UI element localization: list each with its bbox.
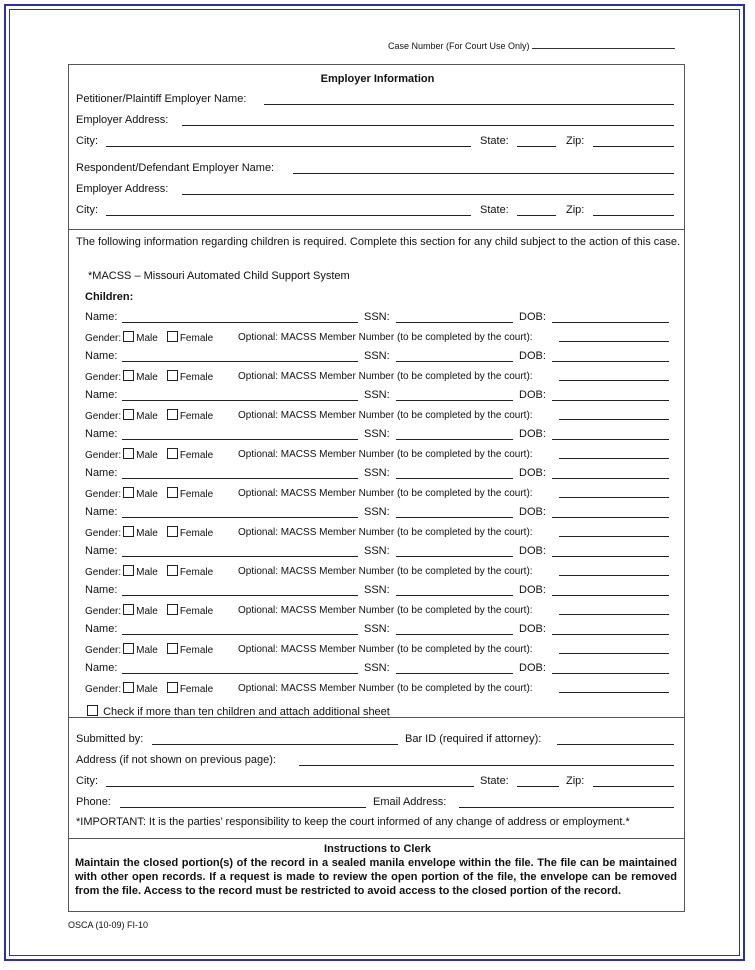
child-name-label: Name: — [85, 428, 118, 440]
female-checkbox[interactable] — [167, 331, 178, 342]
child-gender-row — [85, 565, 213, 579]
child-dob-label: DOB: — [519, 506, 546, 518]
macss-label: Optional: MACSS Member Number (to be completed by the court): — [238, 527, 533, 538]
child-name-label: Name: — [85, 584, 118, 596]
macss-label: Optional: MACSS Member Number (to be completed by the court): — [238, 332, 533, 343]
child-gender-row — [85, 331, 213, 345]
child-ssn-label: SSN: — [364, 389, 390, 401]
macss-label: Optional: MACSS Member Number (to be completed by the court): — [238, 371, 533, 382]
child-gender-row — [85, 682, 213, 696]
petitioner-zip-field[interactable] — [593, 146, 674, 147]
female-label: Female — [179, 489, 214, 500]
case-number-field — [388, 39, 675, 51]
gender-label: Gender: — [85, 450, 122, 461]
child-ssn-label: SSN: — [364, 350, 390, 362]
child-dob-label: DOB: — [519, 389, 546, 401]
male-label: Male — [136, 567, 158, 578]
submitter-city-label: City: — [76, 775, 98, 787]
bar-id-label: Bar ID (required if attorney): — [405, 733, 542, 745]
state-label: State: — [480, 204, 509, 216]
child-dob-label: DOB: — [519, 623, 546, 635]
child-ssn-label: SSN: — [364, 506, 390, 518]
macss-field[interactable] — [559, 419, 669, 420]
more-children-row — [85, 705, 390, 719]
respondent-employer-label: Respondent/Defendant Employer Name: — [76, 162, 275, 174]
male-checkbox[interactable] — [123, 682, 134, 693]
child-name-label: Name: — [85, 389, 118, 401]
male-label: Male — [136, 372, 158, 383]
children-heading: Children: — [85, 291, 134, 303]
child-dob-label: DOB: — [519, 467, 546, 479]
female-label: Female — [179, 372, 214, 383]
macss-field[interactable] — [559, 536, 669, 537]
child-dob-field[interactable] — [552, 322, 669, 323]
employer-heading: Employer Information — [320, 73, 435, 85]
child-name-field[interactable] — [122, 478, 358, 479]
child-ssn-label: SSN: — [364, 662, 390, 674]
female-checkbox[interactable] — [167, 565, 178, 576]
child-ssn-label: SSN: — [364, 623, 390, 635]
petitioner-employer-address-field[interactable] — [182, 125, 674, 126]
zip-label: Zip: — [566, 204, 585, 216]
male-checkbox[interactable] — [123, 565, 134, 576]
male-checkbox[interactable] — [123, 604, 134, 615]
macss-note: *MACSS – Missouri Automated Child Support System — [88, 270, 350, 282]
child-name-field[interactable] — [122, 322, 358, 323]
child-gender-row — [85, 526, 213, 540]
child-dob-field[interactable] — [552, 595, 669, 596]
gender-label: Gender: — [85, 528, 122, 539]
clerk-instructions: Maintain the closed portion(s) of the record in a sealed manila envelope within the file. The file can be maintained with other open records. If a request is made to review the open portion of the file, the envelope can be removed from the file. Access to the record must be restricted to avoid access to the closed portion of the record. — [75, 857, 677, 897]
child-name-label: Name: — [85, 350, 118, 362]
male-label: Male — [136, 645, 158, 656]
child-dob-field[interactable] — [552, 634, 669, 635]
child-dob-label: DOB: — [519, 428, 546, 440]
female-checkbox[interactable] — [167, 487, 178, 498]
child-ssn-label: SSN: — [364, 584, 390, 596]
child-ssn-field[interactable] — [396, 361, 513, 362]
macss-label: Optional: MACSS Member Number (to be completed by the court): — [238, 644, 533, 655]
child-dob-field[interactable] — [552, 517, 669, 518]
macss-field[interactable] — [559, 497, 669, 498]
bar-id-field[interactable] — [557, 744, 674, 745]
female-checkbox[interactable] — [167, 526, 178, 537]
child-name-field[interactable] — [122, 595, 358, 596]
child-name-field[interactable] — [122, 400, 358, 401]
male-checkbox[interactable] — [123, 448, 134, 459]
submitted-by-label: Submitted by: — [76, 733, 144, 745]
gender-label: Gender: — [85, 567, 122, 578]
child-ssn-label: SSN: — [364, 311, 390, 323]
child-ssn-field[interactable] — [396, 517, 513, 518]
child-dob-label: DOB: — [519, 350, 546, 362]
child-dob-label: DOB: — [519, 545, 546, 557]
petitioner-state-field[interactable] — [517, 146, 556, 147]
employer-address-label: Employer Address: — [76, 183, 169, 195]
female-checkbox[interactable] — [167, 604, 178, 615]
city-label: City: — [76, 135, 98, 147]
submitter-zip-field[interactable] — [593, 786, 674, 787]
male-label: Male — [136, 450, 158, 461]
macss-field[interactable] — [559, 653, 669, 654]
submitter-state-label: State: — [480, 775, 509, 787]
child-name-field[interactable] — [122, 517, 358, 518]
employer-address-label: Employer Address: — [76, 114, 169, 126]
male-checkbox[interactable] — [123, 331, 134, 342]
respondent-state-field[interactable] — [517, 215, 556, 216]
child-ssn-label: SSN: — [364, 545, 390, 557]
form-code: OSCA (10-09) FI-10 — [68, 920, 149, 930]
child-dob-label: DOB: — [519, 584, 546, 596]
child-ssn-label: SSN: — [364, 467, 390, 479]
macss-label: Optional: MACSS Member Number (to be completed by the court): — [238, 683, 533, 694]
gender-label: Gender: — [85, 684, 122, 695]
submitter-city-field[interactable] — [106, 786, 474, 787]
clerk-heading: Instructions to Clerk — [324, 843, 431, 855]
petitioner-employer-field[interactable] — [264, 104, 674, 105]
female-label: Female — [179, 528, 214, 539]
section-divider — [68, 838, 685, 839]
child-name-field[interactable] — [122, 673, 358, 674]
male-label: Male — [136, 684, 158, 695]
child-name-label: Name: — [85, 545, 118, 557]
gender-label: Gender: — [85, 411, 122, 422]
child-name-label: Name: — [85, 506, 118, 518]
submitter-zip-label: Zip: — [566, 775, 585, 787]
address-label: Address (if not shown on previous page): — [76, 754, 276, 766]
child-ssn-field[interactable] — [396, 322, 513, 323]
female-label: Female — [179, 684, 214, 695]
female-label: Female — [179, 645, 214, 656]
child-gender-row — [85, 370, 213, 384]
macss-label: Optional: MACSS Member Number (to be completed by the court): — [238, 449, 533, 460]
city-label: City: — [76, 204, 98, 216]
phone-label: Phone: — [76, 796, 111, 808]
child-name-label: Name: — [85, 662, 118, 674]
macss-label: Optional: MACSS Member Number (to be completed by the court): — [238, 410, 533, 421]
child-dob-label: DOB: — [519, 662, 546, 674]
female-label: Female — [179, 450, 214, 461]
male-label: Male — [136, 528, 158, 539]
macss-label: Optional: MACSS Member Number (to be completed by the court): — [238, 605, 533, 616]
petitioner-employer-label: Petitioner/Plaintiff Employer Name: — [76, 93, 247, 105]
respondent-zip-field[interactable] — [593, 215, 674, 216]
child-name-field[interactable] — [122, 556, 358, 557]
respondent-employer-address-field[interactable] — [182, 194, 674, 195]
child-gender-row — [85, 487, 213, 501]
submitter-state-field[interactable] — [517, 786, 559, 787]
male-label: Male — [136, 489, 158, 500]
address-field[interactable] — [299, 765, 674, 766]
male-checkbox[interactable] — [123, 487, 134, 498]
state-label: State: — [480, 135, 509, 147]
macss-label: Optional: MACSS Member Number (to be completed by the court): — [238, 566, 533, 577]
child-name-field[interactable] — [122, 634, 358, 635]
macss-field[interactable] — [559, 614, 669, 615]
macss-label: Optional: MACSS Member Number (to be completed by the court): — [238, 488, 533, 499]
more-children-checkbox[interactable] — [87, 705, 98, 716]
child-gender-row — [85, 448, 213, 462]
child-ssn-field[interactable] — [396, 478, 513, 479]
petitioner-city-field[interactable] — [106, 146, 471, 147]
female-label: Female — [179, 606, 214, 617]
child-ssn-field[interactable] — [396, 595, 513, 596]
female-checkbox[interactable] — [167, 409, 178, 420]
gender-label: Gender: — [85, 489, 122, 500]
zip-label: Zip: — [566, 135, 585, 147]
male-checkbox[interactable] — [123, 409, 134, 420]
child-name-label: Name: — [85, 623, 118, 635]
child-dob-field[interactable] — [552, 478, 669, 479]
child-name-field[interactable] — [122, 439, 358, 440]
gender-label: Gender: — [85, 333, 122, 344]
child-ssn-field[interactable] — [396, 400, 513, 401]
child-name-label: Name: — [85, 311, 118, 323]
case-number-label: Case Number (For Court Use Only) — [388, 41, 530, 51]
child-dob-field[interactable] — [552, 439, 669, 440]
macss-field[interactable] — [559, 458, 669, 459]
female-checkbox[interactable] — [167, 682, 178, 693]
male-label: Male — [136, 333, 158, 344]
male-label: Male — [136, 606, 158, 617]
male-checkbox[interactable] — [123, 643, 134, 654]
child-dob-field[interactable] — [552, 400, 669, 401]
child-ssn-field[interactable] — [396, 673, 513, 674]
email-label: Email Address: — [373, 796, 447, 808]
macss-field[interactable] — [559, 341, 669, 342]
child-ssn-field[interactable] — [396, 439, 513, 440]
more-children-label: Check if more than ten children and attach additional sheet — [103, 706, 390, 718]
macss-field[interactable] — [559, 380, 669, 381]
child-dob-field[interactable] — [552, 673, 669, 674]
respondent-city-field[interactable] — [106, 215, 471, 216]
macss-field[interactable] — [559, 692, 669, 693]
child-gender-row — [85, 604, 213, 618]
child-name-field[interactable] — [122, 361, 358, 362]
gender-label: Gender: — [85, 372, 122, 383]
child-gender-row — [85, 643, 213, 657]
female-checkbox[interactable] — [167, 643, 178, 654]
child-dob-field[interactable] — [552, 556, 669, 557]
child-ssn-label: SSN: — [364, 428, 390, 440]
child-dob-field[interactable] — [552, 361, 669, 362]
male-label: Male — [136, 411, 158, 422]
email-field[interactable] — [459, 807, 674, 808]
male-checkbox[interactable] — [123, 370, 134, 381]
macss-field[interactable] — [559, 575, 669, 576]
female-label: Female — [179, 567, 214, 578]
respondent-employer-field[interactable] — [293, 173, 674, 174]
female-checkbox[interactable] — [167, 448, 178, 459]
children-intro: The following information regarding children is required. Complete this section for any child subject to the action of this case. — [76, 236, 681, 248]
child-gender-row — [85, 409, 213, 423]
case-number-line[interactable] — [532, 39, 675, 49]
phone-field[interactable] — [120, 807, 366, 808]
female-checkbox[interactable] — [167, 370, 178, 381]
male-checkbox[interactable] — [123, 526, 134, 537]
female-label: Female — [179, 411, 214, 422]
section-divider — [68, 229, 685, 230]
important-note: *IMPORTANT: It is the parties’ responsibility to keep the court informed of any change of address or employment.* — [76, 816, 630, 828]
gender-label: Gender: — [85, 606, 122, 617]
child-ssn-field[interactable] — [396, 556, 513, 557]
submitted-by-field[interactable] — [152, 744, 398, 745]
female-label: Female — [179, 333, 214, 344]
gender-label: Gender: — [85, 645, 122, 656]
child-name-label: Name: — [85, 467, 118, 479]
child-ssn-field[interactable] — [396, 634, 513, 635]
child-dob-label: DOB: — [519, 311, 546, 323]
